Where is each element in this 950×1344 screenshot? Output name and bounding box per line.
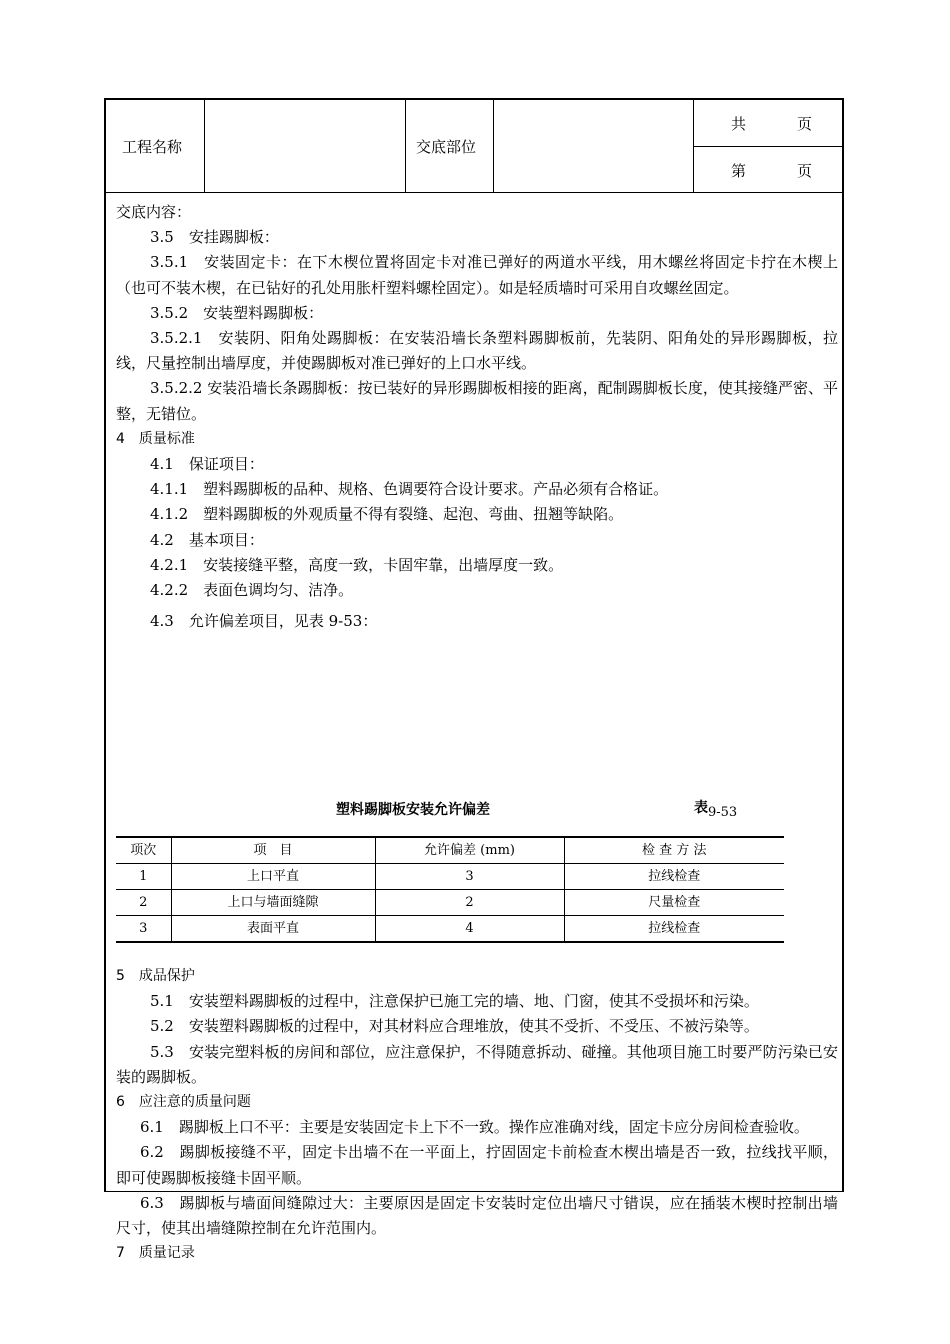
page-number-cell xyxy=(695,147,842,193)
location-label: 交底部位 xyxy=(416,137,477,156)
col-header-index: 项次 xyxy=(116,837,171,864)
intro-label: 交底内容： xyxy=(116,203,192,221)
row-method: 尺量检查 xyxy=(564,890,784,916)
section-3-5: 3.5 安挂踢脚板： xyxy=(150,228,279,247)
heading-4-quality-standard: 4 质量标准 xyxy=(116,430,195,447)
section-3-5-2-2: 3.5.2.2 安装沿墙长条踢脚板：按已装好的异形踢脚板相接的距离，配制踢脚板长度，使其接缝严密、平整，无错位。 xyxy=(116,379,838,423)
section-5-3: 5.3 安装完塑料板的房间和部位，应注意保护，不得随意拆动、碰撞。其他项目施工时要严防污染已安装的踢脚板。 xyxy=(116,1042,838,1086)
total-pages-label: 共 xyxy=(731,114,747,133)
table-number: 表9-53 xyxy=(694,800,738,820)
section-4-1-2: 4.1.2 塑料踢脚板的外观质量不得有裂缝、起泡、弯曲、扭翘等缺陷。 xyxy=(150,505,624,524)
total-pages-cell xyxy=(695,100,842,146)
page-number-label: 第 xyxy=(731,161,747,180)
row-tolerance: 3 xyxy=(375,864,564,890)
section-4-2: 4.2 基本项目： xyxy=(150,530,264,549)
col-header-tolerance: 允许偏差 (mm) xyxy=(375,837,564,864)
section-6-1: 6.1 踢脚板上口不平：主要是安装固定卡上下不一致。操作应准确对线，固定卡应分房间检查验收。 xyxy=(140,1118,809,1137)
table-title: 塑料踢脚板安装允许偏差 xyxy=(336,802,490,818)
row-item: 表面平直 xyxy=(171,916,375,943)
table-row xyxy=(116,916,784,943)
row-index: 3 xyxy=(116,916,171,943)
row-method: 拉线检查 xyxy=(564,864,784,890)
table-header-row xyxy=(116,837,784,864)
heading-6-quality-issues: 6 应注意的质量问题 xyxy=(116,1094,251,1111)
row-index: 1 xyxy=(116,864,171,890)
total-pages-unit: 页 xyxy=(797,114,813,133)
section-3-5-1: 3.5.1 安装固定卡：在下木楔位置将固定卡对准已弹好的两道水平线，用木螺丝将固定卡拧在木楔上（也可不装木楔，在已钻好的孔处用胀杆塑料螺栓固定）。如是轻质墙时可采用自攻螺丝固定。 xyxy=(116,253,838,297)
section-4-2-1: 4.2.1 安装接缝平整，高度一致，卡固牢靠，出墙厚度一致。 xyxy=(150,555,564,574)
section-6-3: 6.3 踢脚板与墙面间缝隙过大：主要原因是固定卡安装时定位出墙尺寸错误，应在插装木楔时控制出墙尺寸，使其出墙缝隙控制在允许范围内。 xyxy=(116,1193,838,1238)
row-tolerance: 4 xyxy=(375,916,564,943)
table-row xyxy=(116,864,784,890)
section-6-2: 6.2 踢脚板接缝不平，固定卡出墙不在一平面上，拧固固定卡前检查木楔出墙是否一致，拉线找平顺，即可使踢脚板接缝卡固平顺。 xyxy=(116,1143,838,1187)
section-3-5-2: 3.5.2 安装塑料踢脚板： xyxy=(150,303,324,322)
row-method: 拉线检查 xyxy=(564,916,784,943)
project-name-value[interactable] xyxy=(205,100,405,192)
row-tolerance: 2 xyxy=(375,890,564,916)
col-header-item: 项 目 xyxy=(171,837,375,864)
document-frame xyxy=(104,98,844,1262)
heading-5-product-protection: 5 成品保护 xyxy=(116,968,195,984)
row-item: 上口平直 xyxy=(171,864,375,890)
heading-7-quality-records: 7 质量记录 xyxy=(116,1245,195,1262)
after-table-content xyxy=(116,964,838,1266)
section-4-1-1: 4.1.1 塑料踢脚板的品种、规格、色调要符合设计要求。产品必须有合格证。 xyxy=(150,480,669,499)
project-name-label: 工程名称 xyxy=(122,137,183,156)
table-caption xyxy=(116,796,838,822)
row-index: 2 xyxy=(116,890,171,916)
location-value[interactable] xyxy=(494,100,694,192)
section-3-5-2-1: 3.5.2.1 安装阴、阳角处踢脚板：在安装沿墙长条塑料踢脚板前，先装阴、阳角处的异形踢脚板，拉线，尺量控制出墙厚度，并使踢脚板对准已弹好的上口水平线。 xyxy=(116,329,838,373)
content-body xyxy=(116,200,838,1262)
page-number-unit: 页 xyxy=(797,161,813,180)
row-item: 上口与墙面缝隙 xyxy=(171,890,375,916)
header-table xyxy=(106,100,842,193)
section-4-2-2: 4.2.2 表面色调均匀、洁净。 xyxy=(150,581,354,600)
col-header-method: 检 查 方 法 xyxy=(564,837,784,864)
section-5-1: 5.1 安装塑料踢脚板的过程中，注意保护已施工完的墙、地、门窗，使其不受损坏和污染。 xyxy=(150,992,759,1011)
section-4-1: 4.1 保证项目： xyxy=(150,455,264,474)
section-4-3: 4.3 允许偏差项目，见表 9-53： xyxy=(150,612,378,631)
deviation-table xyxy=(116,836,784,943)
table-row xyxy=(116,890,784,916)
section-5-2: 5.2 安装塑料踢脚板的过程中，对其材料应合理堆放，使其不受折、不受压、不被污染等。 xyxy=(150,1017,759,1036)
